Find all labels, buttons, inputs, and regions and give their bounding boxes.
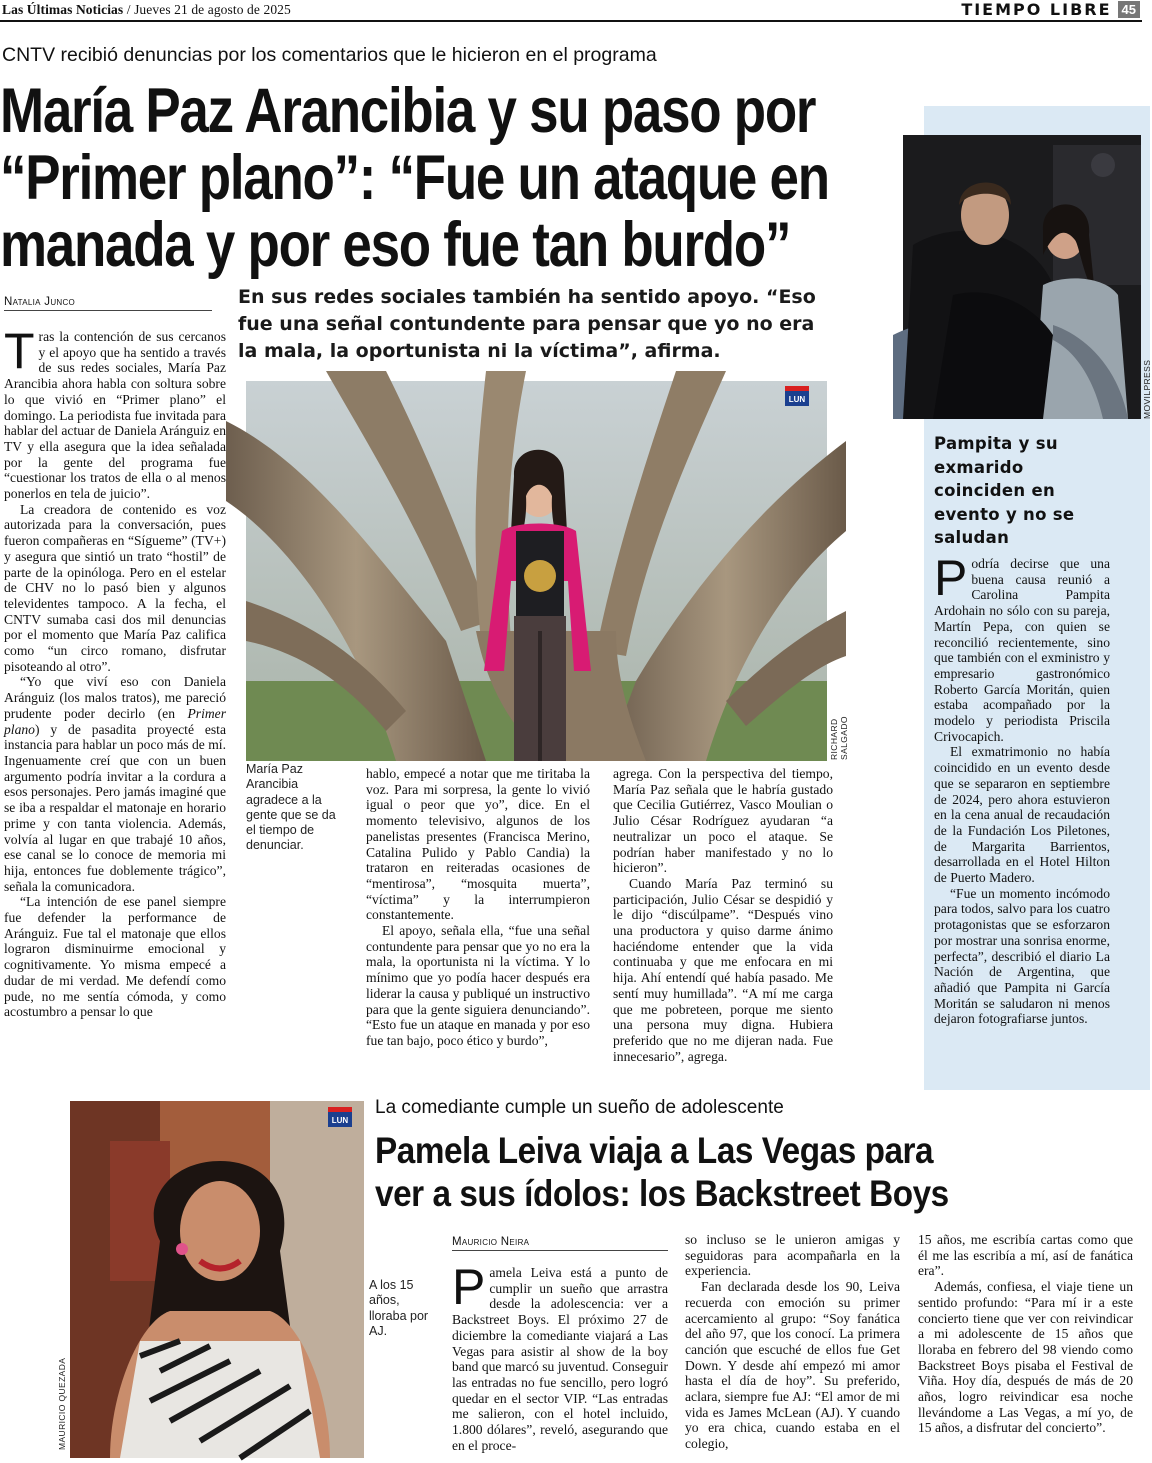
headline-line: “Primer plano”: “Fue un ataque en [0,143,829,213]
body-paragraph: Cuando María Paz terminó su participación, Julio César se despidió y le dijo “discúlpame”. “Después vino una productora y quiso darme ánimo haciéndome entender que la vida continuaba y que me enfocara en mi hija. Ahí entendí qué había pasado. Me sentí muy humillada”. “A mí me carga que me pobreteen, porque me siento una persona muy digna. Hubiera preferido que no me dijeran nada. Fue innecesario”, agrega. [613,875,833,1064]
sidebar-headline: Pampita y su exmarido coinciden en evento y no se saludan [934,434,1075,547]
page-number: 45 [1118,1,1140,18]
drop-cap: P [452,1259,486,1315]
headline-line: manada y por eso fue tan burdo” [0,210,791,280]
drop-cap: P [934,550,968,606]
second-column-2 [685,1232,900,1452]
second-photo-credit: MAURICIO QUEZADA [57,1357,67,1450]
main-column-1 [4,323,226,1020]
body-paragraph: “Fue un momento incómodo para todos, salvo para los cuatro protagonistas que se esforzaron por mostrar una sonrisa enorme, perfecta”, describió el diario La Nación de Argentina, que añadió que Pampita ni García Moritán se saludaron ni menos dejaron fotografiarse juntos. [934,885,1110,1027]
body-paragraph: El apoyo, señala ella, “fue una señal contundente para pensar que yo no era la mala, la oportunista ni la víctima. Y lo mínimo que yo podía hacer después era liderar la causa y publiqué un instructivo para que la gente siguiera denunciando”. “Esto fue un ataque en manada y por eso fue tan bajo, poco ético y burdo”, [366,923,590,1048]
photo-caption: María Paz Arancibia agradece a la gente que se da el tiempo de denunciar. [246,762,336,853]
main-deck: En sus redes sociales también ha sentido apoyo. “Eso fue una señal contundente para pensar que yo no era la mala, la oportunista ni la víctima”, afirma. [238,286,816,362]
second-headline [375,1129,949,1215]
main-kicker: CNTV recibió denuncias por los comentarios que le hicieron en el programa [2,44,657,66]
lun-logo-icon: LUN [785,386,809,406]
header-separator: / [126,2,131,17]
body-paragraph: 15 años, me escribía cartas como que él me las escribía a mí, así de fanática era”. [918,1232,1133,1279]
sidebar-body [934,550,1110,1027]
body-paragraph: so incluso se le unieron amigas y seguidoras para acompañarla en la experiencia. [685,1232,900,1279]
headline-line: María Paz Arancibia y su paso por [0,76,816,146]
second-byline: Mauricio Neira [452,1236,668,1251]
newspaper-name: Las Últimas Noticias [2,2,124,17]
couple-at-event-photo [903,135,1141,419]
smiling-woman-photo [70,1101,364,1458]
body-paragraph: Además, confiesa, el viaje tiene un sentido profundo: “Para mí ir a este concierto tiene que ver con reivindicar a mi adolescente de 15 años que lloraba en febrero del 98 viendo como Backstreet Boys pisaba el Festival de Viña. Hoy día, después de más de 20 años, logro reivindicar esa noche llevándome a Las Vegas, a mí yo, de 15 años, a disfrutar del concierto”. [918,1279,1133,1436]
body-paragraph: Podría decirse que una buena causa reunió a Carolina Pampita Ardohain no sólo con su pareja, Martín Pepa, con quien se reconcilió recientemente, sino que también con el exministro y empresario gastronómico Roberto García Moritán, quien estaba acompañado por la modelo y periodista Priscila Crivocapich. [934,550,1110,744]
body-paragraph: hablo, empecé a notar que me tiritaba la voz. Para mi sorpresa, la gente lo vivió igual o peor que yo”, dice. En el momento televisivo, algunos de los panelistas presentes (Francisca Merino, Catalina Pulido y Pablo Candia) la trataron en reiteradas ocasiones de “mentirosa”, “mosquita muerta”, “víctima” y la interrumpieron constantemente. [366,766,590,923]
headline-line: Pamela Leiva viaja a Las Vegas para [375,1130,934,1171]
woman-in-tree-photo [246,381,827,761]
second-column-3 [918,1232,1133,1436]
body-paragraph: Fan declarada desde los 90, Leiva recuerda con emoción su primer acercamiento al grupo: “Soy fanática del año 97, que los conocí. La primera canción que escuché de ellos fue Get Down. Y desde ahí empezó mi amor hasta el día de hoy”. Su preferido, aclara, siempre fue AJ: “El amor de mi vida es James McLean (AJ). Y cuando yo era chica, cuando estaba en el colegio, [685,1279,900,1452]
body-paragraph: “Yo que viví eso con Daniela Aránguiz (los malos tratos), me pareció prudente poder decirlo (en Primer plano) y de pasadita proyecté esta instancia para hablar un poco más de mí. Ingenuamente creí que con un buen argumento podría invitar a la cordura a esos personajes. Pero jamás imaginé que se iba a respaldar el matonaje en horario prime y con tanta violencia. Además, volvía al lugar en que trabajé 10 años, ese canal se lo conoce de memoria mi hija, entonces fue doblemente trágico”, señala la comunicadora. [4,674,226,894]
issue-date: Jueves 21 de agosto de 2025 [134,2,291,17]
body-paragraph: “La intención de ese panel siempre fue defender la performance de Aránguiz. Fue tal el matonaje que ellos lograron disminuirme emocional y cognitivamente. Yo misma empecé a dudar de mi verdad. Me defendí como pude, no me sentía cómoda, y como acostumbro a pensar lo que [4,894,226,1020]
second-kicker: La comediante cumple un sueño de adolescente [375,1097,784,1118]
second-photo-caption: A los 15 años, lloraba por AJ. [369,1278,429,1338]
sidebar-photo [903,135,1141,419]
photo-credit: RICHARD SALGADO [829,716,849,760]
second-column-1 [452,1259,668,1453]
main-headline [0,76,829,280]
page-header-right [961,0,1140,19]
main-byline: Natalia Junco [4,296,212,311]
section-name: TIEMPO LIBRE [961,0,1112,19]
body-paragraph: Pamela Leiva está a punto de cumplir un sueño que arrastra desde la adolescencia: ver a Backstreet Boys. El próximo 27 de diciembre la comediante viajará a Las Vegas para asistir al show de la boy band que marcó su juventud. Conseguir las entradas no fue sencillo, pero logró quedar en el sector VIP. “Las entradas me salieron, con el hotel incluido, 1.800 dólares”, reveló, asegurando que en el proce- [452,1259,668,1453]
page-header-left [2,2,291,18]
body-paragraph: agrega. Con la perspectiva del tiempo, María Paz señala que le habría gustado que Cecilia Gutiérrez, Vasco Moulian o Julio César Rodríguez ayudaran “a neutralizar un poco el ataque. Se podrían haber manifestado y no lo hicieron”. [613,766,833,876]
main-column-2 [366,766,590,1049]
lun-logo-icon: LUN [328,1107,352,1127]
body-paragraph: Tras la contención de sus cercanos y el apoyo que ha sentido a través de sus redes sociales, María Paz Arancibia ahora habla con soltura sobre lo que vivió en “Primer plano” el domingo. La periodista fue invitada para hablar del actuar de Daniela Aránguiz en TV y ella asegura que la idea señalada por la gente del programa fue “cuestionar los tratos de ella o al menos ponerlos en tela de juicio”. [4,323,226,502]
body-paragraph: El exmatrimonio no había coincidido en un evento desde que se separaron en septiembre de 2024, pero ahora estuvieron en la cena anual de recaudación de la Fundación Los Piletones, de Margarita Barrientos, desarrollada en el Hotel Hilton de Puerto Madero. [934,744,1110,886]
body-paragraph: La creadora de contenido es voz autorizada para la conversación, pues fueron compañeras en “Sígueme” (TV+) y asegura que sintió un trato “hostil” de parte de la opinóloga. Pero en el estelar de CHV no lo pasó bien y algunos televidentes tampoco. A la fecha, el CNTV sumaba casi dos mil denuncias por el momento que María Paz califica como “un circo romano, disfrutar pisoteando al otro”. [4,501,226,674]
main-photo [246,381,827,761]
headline-line: ver a sus ídolos: los Backstreet Boys [375,1173,949,1214]
second-photo [70,1101,364,1458]
header-rule [0,20,1142,22]
main-column-3 [613,766,833,1064]
sidebar-photo-credit: MOVILPRESS [1142,359,1152,419]
drop-cap: T [4,323,35,379]
